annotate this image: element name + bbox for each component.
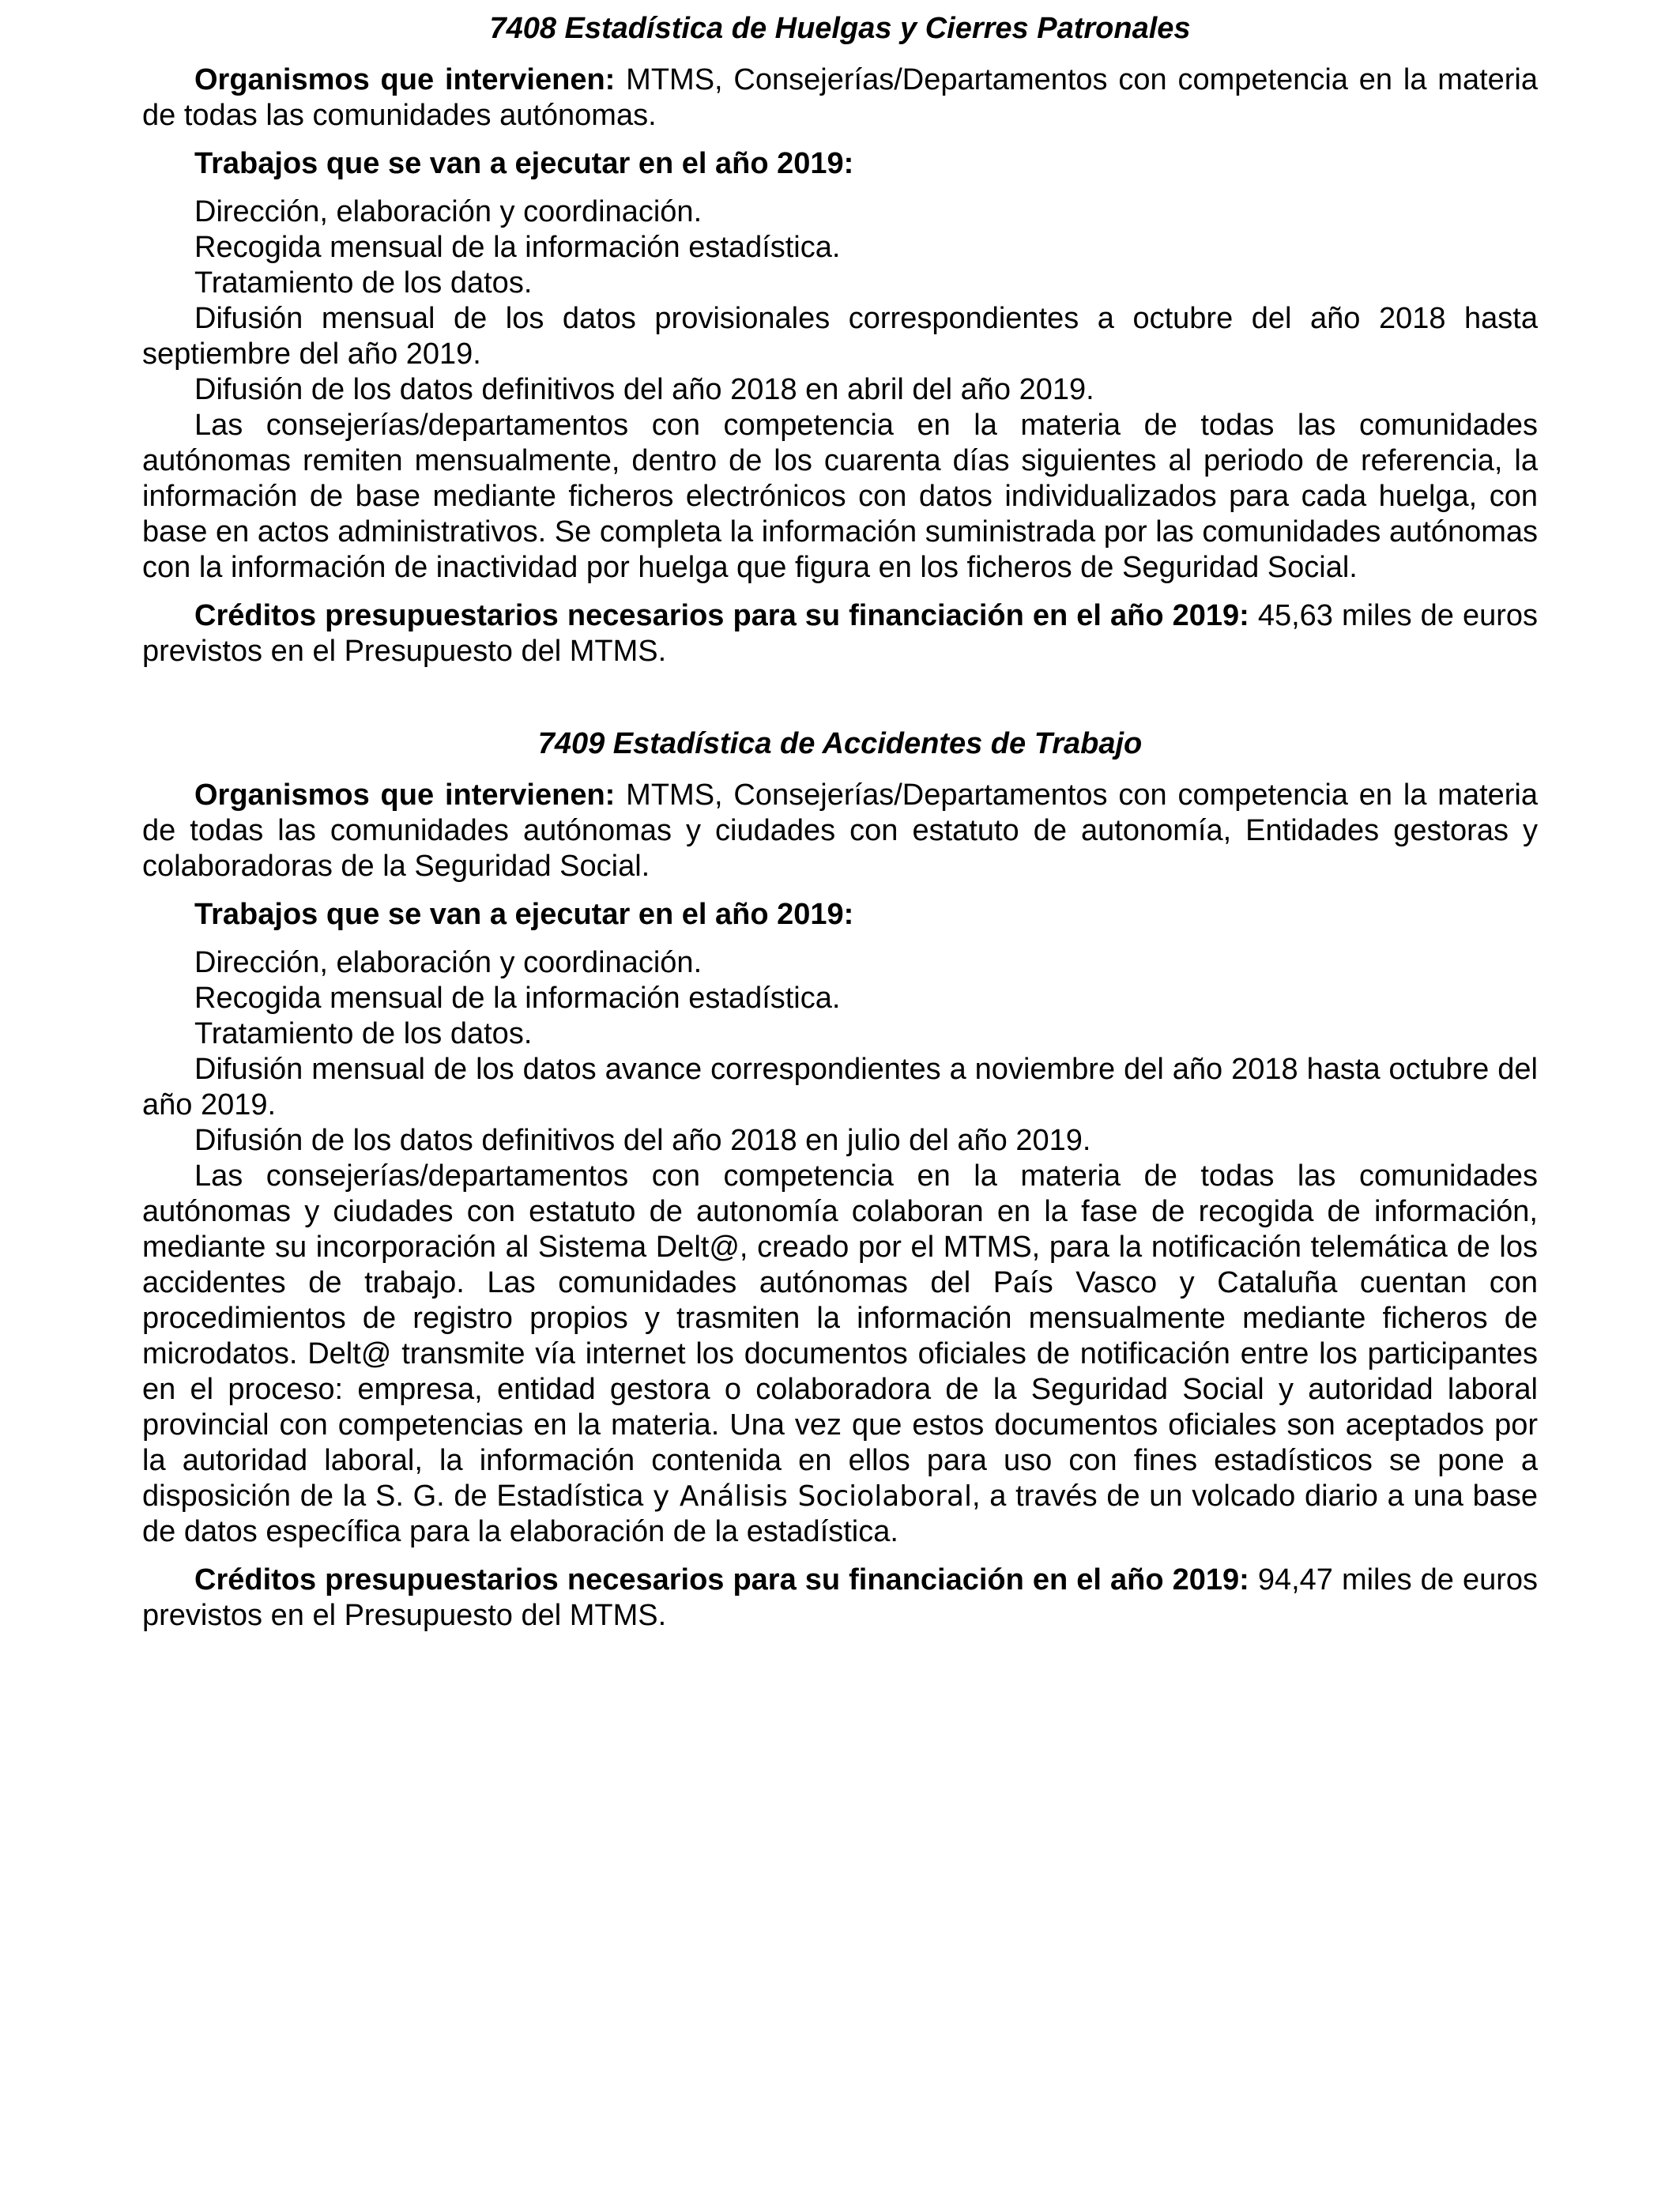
trabajo-item: Difusión de los datos definitivos del año 2018 en abril del año 2019.	[194, 373, 1094, 406]
trabajo-item: Difusión mensual de los datos avance correspondientes a noviembre del año 2018 hasta octubre del año 2019.	[142, 1053, 1538, 1122]
trabajo-item-text: , a través de un volcado diario a una base de datos específica para la elaboración de la estadística.	[142, 1480, 1538, 1548]
creditos-text: 94,47 miles de euros previstos en el Presupuesto del MTMS.	[142, 1563, 1539, 1632]
trabajos-heading: Trabajos que se van a ejecutar en el año 2019:	[194, 147, 854, 180]
trabajo-item: Tratamiento de los datos.	[194, 1017, 533, 1050]
section-title: 7408 Estadística de Huelgas y Cierres Patronales	[489, 12, 1191, 45]
organismos-label: Organismos que intervienen:	[194, 778, 616, 812]
trabajo-item: Tratamiento de los datos.	[194, 266, 533, 300]
trabajo-item: Dirección, elaboración y coordinación.	[194, 195, 703, 228]
organismos-text: MTMS, Consejerías/Departamentos con competencia en la materia de todas las comunidades autónomas.	[142, 63, 1538, 132]
organismos-text: MTMS, Consejerías/Departamentos con competencia en la materia de todas las comunidades autónomas y ciudades con estatuto de autonomía, Entidades gestoras y colaboradoras de la Seguridad Social.	[142, 778, 1538, 883]
creditos-paragraph	[142, 1563, 1538, 1634]
trabajo-item: Recogida mensual de la información estadística.	[194, 982, 841, 1015]
trabajo-item-text-alt-font: y Análisis Sociolaboral	[652, 1480, 973, 1513]
document-page	[142, 11, 1538, 1634]
trabajo-item: Difusión de los datos definitivos del año 2018 en julio del año 2019.	[194, 1124, 1091, 1157]
section-title: 7409 Estadística de Accidentes de Trabajo	[537, 727, 1143, 760]
creditos-paragraph	[142, 598, 1538, 669]
creditos-label: Créditos presupuestarios necesarios para su financiación en el año 2019:	[194, 599, 1249, 632]
trabajo-item: Recogida mensual de la información estadística.	[194, 231, 841, 264]
trabajo-item: Difusión mensual de los datos provisionales correspondientes a octubre del año 2018 hasta septiembre del año 2019.	[142, 302, 1538, 371]
organismos-paragraph	[142, 778, 1538, 884]
trabajo-item: Dirección, elaboración y coordinación.	[194, 946, 703, 979]
creditos-text: 45,63 miles de euros previstos en el Presupuesto del MTMS.	[142, 599, 1539, 668]
trabajos-heading: Trabajos que se van a ejecutar en el año 2019:	[194, 898, 854, 931]
trabajo-item: Las consejerías/departamentos con competencia en la materia de todas las comunidades autónomas remiten mensualmente, dentro de los cuarenta días siguientes al periodo de referencia, la información de base mediante ficheros electrónicos con datos individualizados para cada huelga, con base en actos administrativos. Se completa la información suministrada por las comunidades autónomas con la información de inactividad por huelga que figura en los ficheros de Seguridad Social.	[142, 409, 1538, 584]
organismos-paragraph	[142, 62, 1538, 134]
organismos-label: Organismos que intervienen:	[194, 63, 616, 96]
trabajo-item	[142, 1159, 1538, 1550]
trabajo-item-text: Las consejerías/departamentos con competencia en la materia de todas las comunidades autónomas y ciudades con estatuto de autonomía colaboran en la fase de recogida de información, mediante su incorporación al Sistema Delt@, creado por el MTMS, para la notificación telemática de los accidentes de trabajo. Las comunidades autónomas del País Vasco y Cataluña cuentan con procedimientos de registro propios y trasmiten la información mensualmente mediante ficheros de microdatos. Delt@ transmite vía internet los documentos oficiales de notificación entre los participantes en el proceso: empresa, entidad gestora o colaboradora de la Seguridad Social y autoridad laboral provincial con competencias en la materia. Una vez que estos documentos oficiales son aceptados por la autoridad laboral, la información contenida en ellos para uso con fines estadísticos se pone a disposición de la S. G. de Estadística	[142, 1159, 1538, 1513]
creditos-label: Créditos presupuestarios necesarios para su financiación en el año 2019:	[194, 1563, 1249, 1596]
